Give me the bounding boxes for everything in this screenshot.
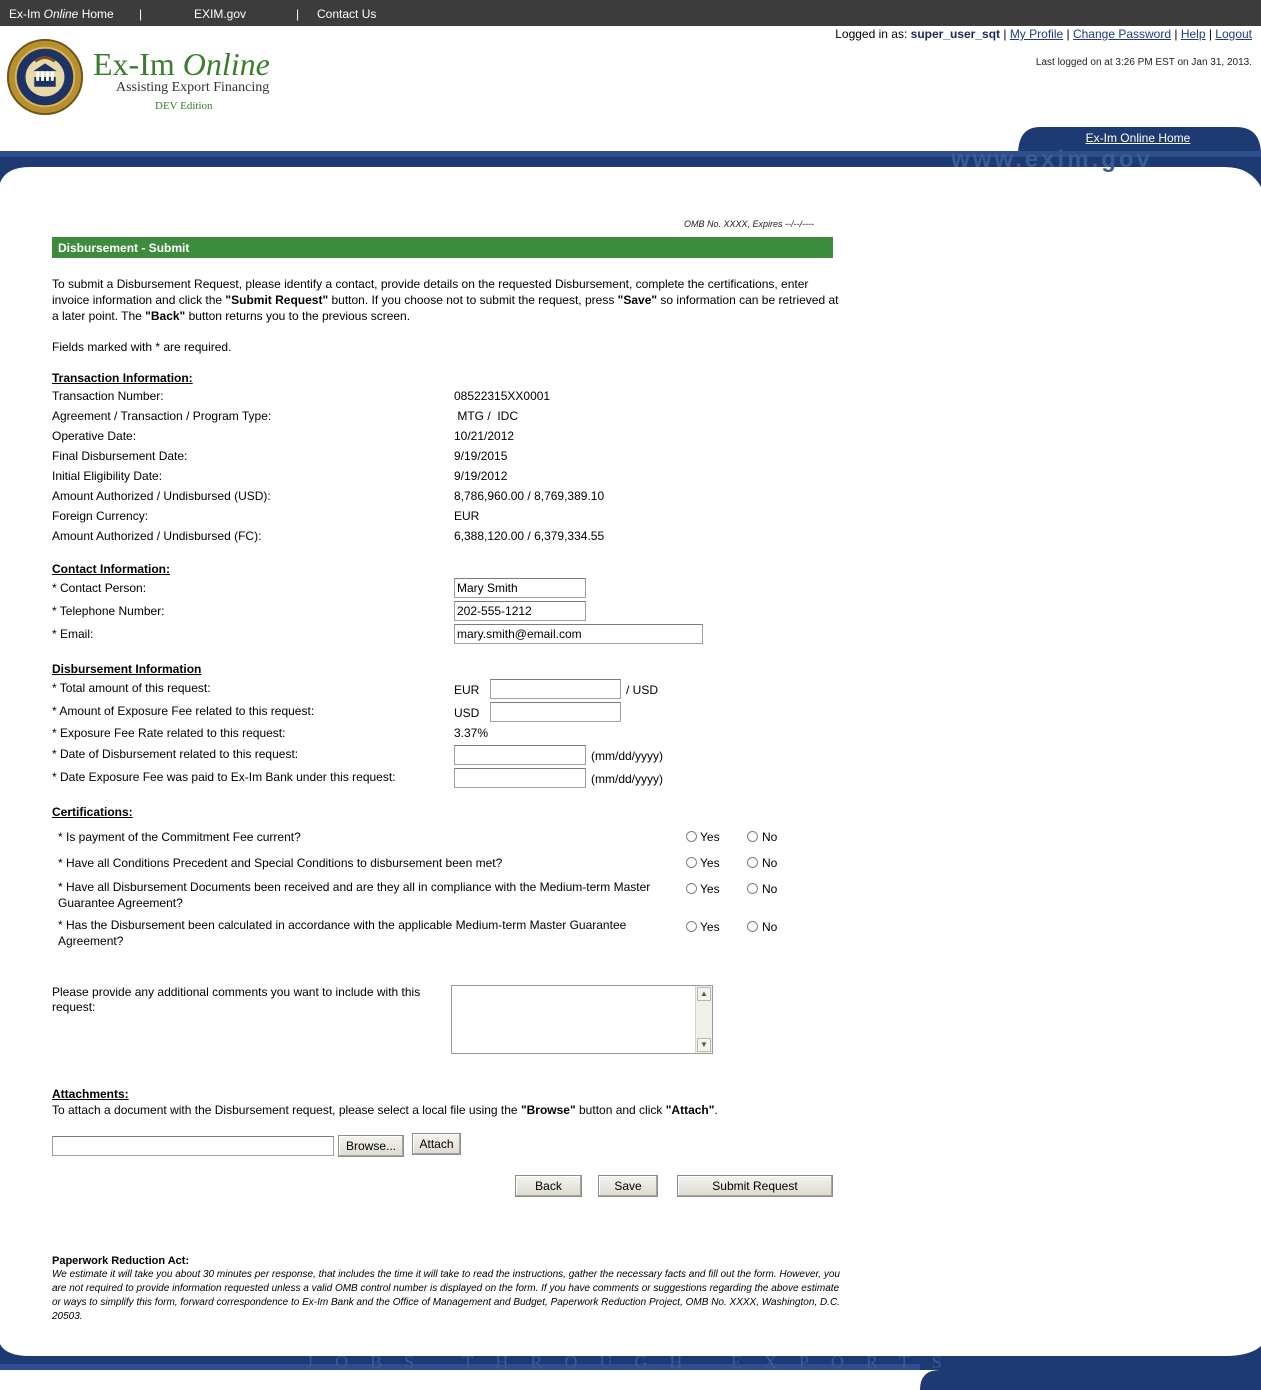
nav-home-prefix: Ex-Im xyxy=(9,7,44,21)
scroll-down-icon[interactable]: ▼ xyxy=(697,1038,711,1052)
certification-question-1: * Is payment of the Commitment Fee current? xyxy=(58,830,301,844)
cert-3-no-label: No xyxy=(762,882,778,896)
pra-title: Paperwork Reduction Act: xyxy=(52,1255,190,1267)
fee-paid-date-label: * Date Exposure Fee was paid to Ex-Im Bank under this request: xyxy=(52,770,396,784)
cert-2-yes-radio[interactable] xyxy=(686,857,697,868)
amount-usd: 8,786,960.00 / 8,769,389.10 xyxy=(454,489,605,503)
brand-tagline: Assisting Export Financing xyxy=(116,80,270,95)
fee-rate-label: * Exposure Fee Rate related to this request: xyxy=(52,726,286,740)
brand-logo-main: Ex-Im xyxy=(93,46,183,82)
file-path-input[interactable] xyxy=(52,1136,334,1156)
save-button[interactable]: Save xyxy=(598,1175,658,1197)
transaction-label: Amount Authorized / Undisbursed (FC): xyxy=(52,529,262,543)
exposure-fee-input[interactable] xyxy=(490,702,621,722)
transaction-section-title: Transaction Information: xyxy=(52,371,193,385)
intro-part: button. If you choose not to submit the request, press xyxy=(328,293,618,307)
program-type: MTG / IDC xyxy=(454,409,518,423)
user-bar xyxy=(835,27,1252,41)
total-usd-suffix: / USD xyxy=(626,683,659,697)
disbursement-section-title: Disbursement Information xyxy=(52,662,202,676)
footer-watermark: JOBS THROUGH EXPORTS xyxy=(306,1352,964,1372)
amount-fc: 6,388,120.00 / 6,379,334.55 xyxy=(454,529,605,543)
logout-link[interactable]: Logout xyxy=(1215,27,1252,41)
disbursement-date-input[interactable] xyxy=(454,745,586,765)
nav-contact-link[interactable]: Contact Us xyxy=(317,7,377,21)
transaction-label: Agreement / Transaction / Program Type: xyxy=(52,409,272,423)
omb-notice: OMB No. XXXX, Expires --/--/---- xyxy=(684,219,815,229)
cert-1-yes-radio[interactable] xyxy=(686,831,697,842)
cert-4-no-label: No xyxy=(762,920,778,934)
cert-1-no-radio[interactable] xyxy=(747,831,758,842)
change-password-link[interactable]: Change Password xyxy=(1072,27,1172,41)
brand-edition: DEV Edition xyxy=(155,100,213,112)
email-input[interactable] xyxy=(454,624,703,644)
help-link[interactable]: Help xyxy=(1180,27,1206,41)
cert-3-yes-radio[interactable] xyxy=(686,883,697,894)
link-separator: | xyxy=(1066,27,1073,41)
panel-title-bar: Disbursement - Submit xyxy=(52,237,833,258)
transaction-label: Final Disbursement Date: xyxy=(52,449,188,463)
total-amount-input[interactable] xyxy=(490,679,621,699)
email-label: * Email: xyxy=(52,627,94,641)
cert-3-yes-label: Yes xyxy=(700,882,720,896)
disbursement-date-hint: (mm/dd/yyyy) xyxy=(591,749,663,763)
fee-paid-date-hint: (mm/dd/yyyy) xyxy=(591,772,663,786)
transaction-label: Initial Eligibility Date: xyxy=(52,469,163,483)
telephone-label: * Telephone Number: xyxy=(52,604,165,618)
fee-currency: USD xyxy=(454,706,480,720)
submit-request-button[interactable]: Submit Request xyxy=(677,1175,833,1197)
top-nav xyxy=(0,0,1261,26)
attach-browse-word: "Browse" xyxy=(520,1103,576,1117)
required-note: Fields marked with * are required. xyxy=(52,340,232,354)
exposure-fee-label: * Amount of Exposure Fee related to this request: xyxy=(52,704,315,718)
transaction-label: Amount Authorized / Undisbursed (USD): xyxy=(52,489,271,503)
attach-button[interactable]: Attach xyxy=(412,1133,461,1155)
intro-save-word: "Save" xyxy=(617,293,658,307)
certification-question-2: * Have all Conditions Precedent and Special Conditions to disbursement been met? xyxy=(58,856,503,870)
link-separator: | xyxy=(1174,27,1181,41)
transaction-label: Transaction Number: xyxy=(52,389,164,403)
footer-banner xyxy=(0,1340,1261,1390)
cert-3-no-radio[interactable] xyxy=(747,883,758,894)
nav-home-link[interactable] xyxy=(9,7,114,21)
nav-separator: | xyxy=(296,7,300,21)
fee-paid-date-input[interactable] xyxy=(454,768,586,788)
contact-section-title: Contact Information: xyxy=(52,562,170,576)
foreign-currency: EUR xyxy=(454,509,480,523)
browse-button[interactable]: Browse... xyxy=(338,1135,404,1157)
cert-1-no-label: No xyxy=(762,830,778,844)
cert-2-no-label: No xyxy=(762,856,778,870)
transaction-label: Operative Date: xyxy=(52,429,137,443)
brand-block xyxy=(93,46,270,112)
pra-text: We estimate it will take you about 30 minutes per response, that includes the time it will take to read the instructions, gather the necessary facts and fill out the form. However, you are not required to provide information requested unless a valid OMB control number is displayed on the form. If you have comments or suggestions regarding the above estimate or ways to simplify this form, forward correspondence to Ex-Im Bank and the Office of Management and Budget, Paperwork Reduction Project, OMB No. XXXX, Washington, D.C. 20503. xyxy=(52,1269,840,1322)
intro-part: button returns you to the previous screen. xyxy=(185,309,411,323)
nav-separator: | xyxy=(139,7,143,21)
initial-eligibility-date: 9/19/2012 xyxy=(454,469,508,483)
cert-1-yes-label: Yes xyxy=(700,830,720,844)
cert-2-no-radio[interactable] xyxy=(747,857,758,868)
cert-2-yes-label: Yes xyxy=(700,856,720,870)
attach-text-part: button and click xyxy=(575,1103,666,1117)
nav-exim-gov-link[interactable]: EXIM.gov xyxy=(194,7,247,21)
intro-text xyxy=(52,276,842,324)
cert-4-yes-radio[interactable] xyxy=(686,921,697,932)
nav-home-suffix: Home xyxy=(78,7,114,21)
total-currency: EUR xyxy=(454,683,480,697)
contact-person-input[interactable] xyxy=(454,578,586,598)
brand-logo-italic: Online xyxy=(182,46,270,82)
link-separator: | xyxy=(1208,27,1216,41)
attach-attach-word: "Attach" xyxy=(665,1103,715,1117)
attach-text-part: To attach a document with the Disbursement request, please select a local file using the xyxy=(52,1103,521,1117)
logged-in-label: Logged in as: xyxy=(835,27,911,41)
intro-part: so information can be retrieved at a later point. The xyxy=(52,293,839,323)
transaction-number: 08522315XX0001 xyxy=(454,389,551,403)
intro-submit-word: "Submit Request" xyxy=(225,293,329,307)
exim-online-home-tab[interactable]: Ex-Im Online Home xyxy=(1085,131,1191,145)
intro-part: To submit a Disbursement Request, please identify a contact, provide details on the requested Disbursement, complete the certifications, enter invoice information and click the xyxy=(52,277,809,307)
attach-text-part: . xyxy=(714,1103,718,1117)
comments-scrollbar[interactable] xyxy=(695,986,712,1053)
cert-4-no-radio[interactable] xyxy=(747,921,758,932)
comments-label: Please provide any additional comments you want to include with this request: xyxy=(52,985,421,1014)
telephone-input[interactable] xyxy=(454,601,586,621)
my-profile-link[interactable]: My Profile xyxy=(1009,27,1064,41)
exim-seal-logo xyxy=(6,38,84,116)
operative-date: 10/21/2012 xyxy=(454,429,515,443)
banner-watermark: www.exim.gov xyxy=(951,146,1153,173)
final-disbursement-date: 9/19/2015 xyxy=(454,449,508,463)
transaction-label: Foreign Currency: xyxy=(52,509,149,523)
username: super_user_sqt xyxy=(910,27,1001,41)
attachments-section-title: Attachments: xyxy=(52,1087,129,1101)
total-amount-label: * Total amount of this request: xyxy=(52,681,211,695)
intro-back-word: "Back" xyxy=(145,309,186,323)
link-separator: | xyxy=(1003,27,1010,41)
back-button[interactable]: Back xyxy=(515,1175,582,1197)
certifications-section-title: Certifications: xyxy=(52,805,133,819)
certification-question-4: * Has the Disbursement been calculated in accordance with the applicable Medium-term Master Guarantee Agreement? xyxy=(58,918,627,948)
scroll-up-icon[interactable]: ▲ xyxy=(697,987,711,1001)
brand-logo-text xyxy=(93,46,270,82)
nav-home-italic: Online xyxy=(43,7,79,21)
certification-question-3: * Have all Disbursement Documents been received and are they all in compliance with the Medium-term Master Guarantee Agreement? xyxy=(58,880,651,910)
last-login-text: Last logged on at 3:26 PM EST on Jan 31, 2013. xyxy=(1035,57,1252,68)
contact-person-label: * Contact Person: xyxy=(52,581,147,595)
comments-textarea[interactable] xyxy=(451,985,713,1054)
fee-rate-value: 3.37% xyxy=(454,726,489,740)
cert-4-yes-label: Yes xyxy=(700,920,720,934)
disbursement-date-label: * Date of Disbursement related to this request: xyxy=(52,747,299,761)
attachments-instructions xyxy=(52,1103,718,1117)
